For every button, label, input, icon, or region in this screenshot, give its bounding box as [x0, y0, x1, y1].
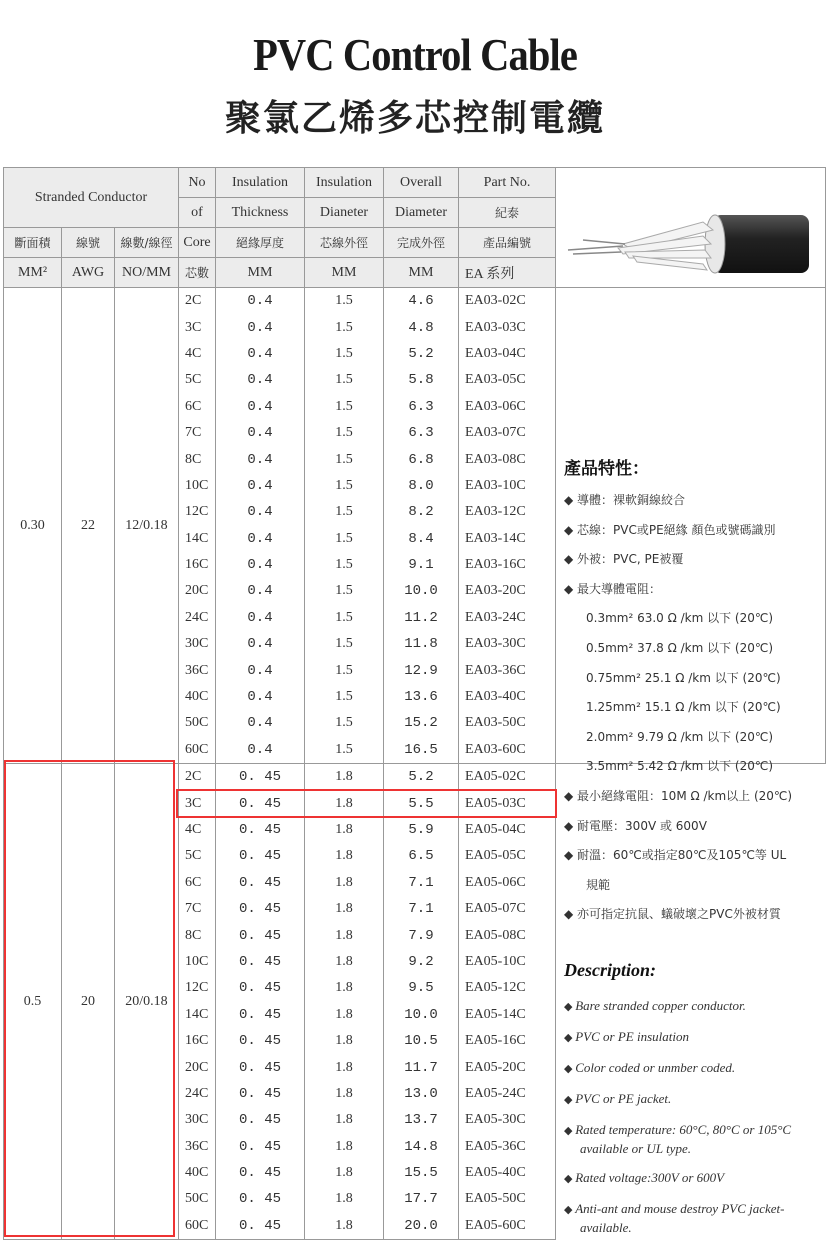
cell-overall-diameter: 13.6 [384, 684, 459, 710]
cell-core: 16C [179, 552, 216, 578]
header-ins-dia: Insulation [305, 168, 384, 198]
cell-core: 6C [179, 394, 216, 420]
cell-overall-diameter: 10.5 [384, 1028, 459, 1054]
cell-part-no: EA05-07C [459, 896, 556, 922]
cell-core: 20C [179, 578, 216, 604]
cell-insulation: 0. 45 [216, 922, 305, 948]
cell-insulation-diameter: 1.5 [305, 367, 384, 393]
header-stranded-conductor: Stranded Conductor [4, 168, 179, 228]
cell-overall-diameter: 12.9 [384, 657, 459, 683]
cell-overall-diameter: 5.8 [384, 367, 459, 393]
cell-insulation: 0.4 [216, 605, 305, 631]
cell-insulation-diameter: 1.5 [305, 526, 384, 552]
header-diameter: Diameter [384, 198, 459, 228]
header-unit-mm-overall: MM [384, 258, 459, 288]
cell-overall-diameter: 14.8 [384, 1134, 459, 1160]
cell-insulation: 0.4 [216, 657, 305, 683]
diamond-bullet-icon: ◆ [564, 1001, 576, 1013]
cell-part-no: EA05-50C [459, 1186, 556, 1212]
description-text: Rated temperature: 60°C, 80°C or 105°C available or UL type. [575, 1122, 792, 1156]
cell-insulation: 0. 45 [216, 870, 305, 896]
cell-insulation-diameter: 1.8 [305, 1002, 384, 1028]
cell-insulation: 0.4 [216, 420, 305, 446]
cell-insulation-diameter: 1.5 [305, 552, 384, 578]
cell-part-no: EA05-06C [459, 870, 556, 896]
cell-overall-diameter: 6.5 [384, 843, 459, 869]
cell-overall-diameter: 10.0 [384, 1002, 459, 1028]
header-unit-ea: EA 系列 [459, 258, 556, 288]
feature-item: 規範 [586, 877, 611, 892]
cell-core: 24C [179, 1081, 216, 1107]
diamond-bullet-icon: ◆ [564, 1032, 576, 1044]
description-item [564, 1059, 826, 1078]
header-cn-part: 產品編號 [459, 228, 556, 258]
cell-overall-diameter: 5.5 [384, 790, 459, 816]
cell-insulation-diameter: 1.8 [305, 1107, 384, 1133]
cell-awg: 20 [62, 764, 115, 1240]
header-overall: Overall [384, 168, 459, 198]
cell-insulation-diameter: 1.5 [305, 710, 384, 736]
cell-insulation-diameter: 1.5 [305, 578, 384, 604]
cell-insulation: 0. 45 [216, 1213, 305, 1240]
description-text: Bare stranded copper conductor. [575, 998, 746, 1013]
cell-core: 7C [179, 896, 216, 922]
description-item [564, 1090, 826, 1109]
cell-insulation-diameter: 1.8 [305, 1160, 384, 1186]
cell-insulation-diameter: 1.8 [305, 949, 384, 975]
cell-core: 7C [179, 420, 216, 446]
cell-insulation-diameter: 1.5 [305, 420, 384, 446]
table-row [4, 288, 826, 315]
cell-overall-diameter: 11.7 [384, 1054, 459, 1080]
cell-insulation: 0. 45 [216, 1134, 305, 1160]
description-text: Color coded or unmber coded. [575, 1060, 736, 1075]
cell-nomm: 12/0.18 [115, 288, 179, 764]
description-item [564, 1121, 826, 1157]
header-unit-mm-ins-dia: MM [305, 258, 384, 288]
cell-part-no: EA03-07C [459, 420, 556, 446]
cell-core: 8C [179, 446, 216, 472]
cell-insulation-diameter: 1.8 [305, 790, 384, 816]
cell-core: 10C [179, 949, 216, 975]
cell-insulation: 0.4 [216, 473, 305, 499]
cell-insulation: 0. 45 [216, 790, 305, 816]
feature-item: ◆ 耐電壓：300V 或 600V [564, 818, 707, 833]
header-part: Part No. [459, 168, 556, 198]
header-cn-strands: 線數/線徑 [115, 228, 179, 258]
cell-insulation-diameter: 1.5 [305, 657, 384, 683]
cell-insulation: 0. 45 [216, 1160, 305, 1186]
cell-core: 30C [179, 631, 216, 657]
cell-core: 60C [179, 1213, 216, 1240]
header-unit-cores: 芯數 [179, 258, 216, 288]
cell-nomm: 20/0.18 [115, 764, 179, 1240]
cell-part-no: EA05-36C [459, 1134, 556, 1160]
cell-insulation: 0.4 [216, 710, 305, 736]
cell-insulation: 0.4 [216, 446, 305, 472]
cell-core: 10C [179, 473, 216, 499]
cell-overall-diameter: 17.7 [384, 1186, 459, 1212]
cell-overall-diameter: 15.5 [384, 1160, 459, 1186]
features-list [564, 486, 826, 930]
cell-core: 5C [179, 367, 216, 393]
cell-insulation: 0.4 [216, 684, 305, 710]
cell-part-no: EA05-24C [459, 1081, 556, 1107]
cell-core: 14C [179, 526, 216, 552]
cell-insulation-diameter: 1.5 [305, 684, 384, 710]
header-unit-mm2: MM² [4, 258, 62, 288]
header-of: of [179, 198, 216, 228]
diamond-bullet-icon: ◆ [564, 1204, 576, 1216]
cell-overall-diameter: 5.9 [384, 817, 459, 843]
cell-insulation: 0. 45 [216, 764, 305, 791]
cell-insulation: 0. 45 [216, 1186, 305, 1212]
cell-mm2: 0.5 [4, 764, 62, 1240]
feature-item: 0.75mm² 25.1 Ω /km 以下 (20℃) [586, 670, 781, 685]
cell-overall-diameter: 8.4 [384, 526, 459, 552]
cell-part-no: EA03-36C [459, 657, 556, 683]
cell-overall-diameter: 20.0 [384, 1213, 459, 1240]
header-ins: Insulation [216, 168, 305, 198]
cell-insulation-diameter: 1.8 [305, 817, 384, 843]
cell-part-no: EA05-08C [459, 922, 556, 948]
feature-item: 3.5mm² 5.42 Ω /km 以下 (20℃) [586, 759, 774, 774]
cell-core: 50C [179, 1186, 216, 1212]
cell-part-no: EA03-16C [459, 552, 556, 578]
cell-part-no: EA03-05C [459, 367, 556, 393]
header-cn-ins-dia: 芯線外徑 [305, 228, 384, 258]
feature-item: ◆ 耐溫：60℃或指定80℃及105℃等 UL [564, 848, 787, 863]
cell-overall-diameter: 8.2 [384, 499, 459, 525]
feature-item: 0.3mm² 63.0 Ω /km 以下 (20℃) [586, 611, 774, 626]
cell-core: 14C [179, 1002, 216, 1028]
cell-part-no: EA03-24C [459, 605, 556, 631]
cell-part-no: EA05-14C [459, 1002, 556, 1028]
cell-insulation: 0. 45 [216, 843, 305, 869]
cell-insulation: 0.4 [216, 578, 305, 604]
cell-part-no: EA05-03C [459, 790, 556, 816]
cell-insulation-diameter: 1.8 [305, 764, 384, 791]
header-brand: 紀泰 [459, 198, 556, 228]
cell-core: 2C [179, 288, 216, 315]
cell-insulation: 0.4 [216, 314, 305, 340]
description-item [564, 1200, 826, 1236]
cell-insulation-diameter: 1.8 [305, 922, 384, 948]
header-no: No [179, 168, 216, 198]
cell-part-no: EA03-20C [459, 578, 556, 604]
cell-overall-diameter: 13.0 [384, 1081, 459, 1107]
cell-insulation-diameter: 1.8 [305, 1054, 384, 1080]
cell-insulation-diameter: 1.8 [305, 896, 384, 922]
cell-part-no: EA03-10C [459, 473, 556, 499]
feature-item: 0.5mm² 37.8 Ω /km 以下 (20℃) [586, 640, 774, 655]
cell-awg: 22 [62, 288, 115, 764]
feature-item: ◆ 芯線：PVC或PE絕緣 顏色或號碼識別 [564, 522, 776, 537]
description-list [564, 985, 826, 1236]
cell-insulation: 0.4 [216, 526, 305, 552]
cell-overall-diameter: 4.6 [384, 288, 459, 315]
description-item [564, 997, 826, 1016]
cell-insulation-diameter: 1.5 [305, 446, 384, 472]
description-text: Rated voltage:300V or 600V [575, 1170, 725, 1185]
cell-core: 16C [179, 1028, 216, 1054]
cell-core: 8C [179, 922, 216, 948]
cell-insulation: 0. 45 [216, 1028, 305, 1054]
cell-overall-diameter: 11.2 [384, 605, 459, 631]
description-title: Description: [564, 960, 656, 980]
cell-part-no: EA05-02C [459, 764, 556, 791]
cell-core: 50C [179, 710, 216, 736]
cell-insulation-diameter: 1.5 [305, 631, 384, 657]
cell-insulation: 0.4 [216, 288, 305, 315]
cell-insulation: 0. 45 [216, 975, 305, 1001]
diamond-bullet-icon: ◆ [564, 1173, 576, 1185]
cell-overall-diameter: 10.0 [384, 578, 459, 604]
cell-insulation: 0.4 [216, 367, 305, 393]
header-thickness: Thickness [216, 198, 305, 228]
cell-part-no: EA05-05C [459, 843, 556, 869]
header-cn-gauge: 線號 [62, 228, 115, 258]
cell-part-no: EA05-20C [459, 1054, 556, 1080]
cell-mm2: 0.30 [4, 288, 62, 764]
feature-item: 2.0mm² 9.79 Ω /km 以下 (20℃) [586, 729, 774, 744]
cell-core: 12C [179, 499, 216, 525]
header-cn-overall: 完成外徑 [384, 228, 459, 258]
description-text: PVC or PE jacket. [575, 1091, 672, 1106]
cell-part-no: EA05-04C [459, 817, 556, 843]
cell-overall-diameter: 9.5 [384, 975, 459, 1001]
feature-item: ◆ 最大導體電阻： [564, 581, 662, 596]
cell-core: 20C [179, 1054, 216, 1080]
cell-insulation-diameter: 1.8 [305, 843, 384, 869]
cell-insulation: 0.4 [216, 341, 305, 367]
cell-overall-diameter: 16.5 [384, 737, 459, 764]
cell-core: 36C [179, 1134, 216, 1160]
cell-core: 5C [179, 843, 216, 869]
cell-insulation-diameter: 1.5 [305, 288, 384, 315]
cell-overall-diameter: 5.2 [384, 764, 459, 791]
cell-part-no: EA05-30C [459, 1107, 556, 1133]
cell-overall-diameter: 7.1 [384, 870, 459, 896]
cell-part-no: EA03-60C [459, 737, 556, 764]
cell-insulation: 0.4 [216, 499, 305, 525]
cell-part-no: EA05-16C [459, 1028, 556, 1054]
cell-core: 4C [179, 817, 216, 843]
cell-part-no: EA05-10C [459, 949, 556, 975]
cell-core: 40C [179, 684, 216, 710]
cell-core: 3C [179, 314, 216, 340]
cell-insulation-diameter: 1.8 [305, 975, 384, 1001]
feature-item: 1.25mm² 15.1 Ω /km 以下 (20℃) [586, 700, 781, 715]
cell-core: 60C [179, 737, 216, 764]
feature-item: ◆ 亦可指定抗鼠、蟻破壞之PVC外被材質 [564, 907, 781, 922]
cell-insulation: 0. 45 [216, 896, 305, 922]
cell-overall-diameter: 9.1 [384, 552, 459, 578]
cell-part-no: EA05-12C [459, 975, 556, 1001]
page-subtitle: 聚氯乙烯多芯控制電纜 [224, 98, 605, 139]
cell-insulation-diameter: 1.8 [305, 1213, 384, 1240]
cell-insulation-diameter: 1.5 [305, 473, 384, 499]
cell-overall-diameter: 8.0 [384, 473, 459, 499]
cell-insulation-diameter: 1.8 [305, 870, 384, 896]
cell-part-no: EA05-40C [459, 1160, 556, 1186]
cell-insulation: 0. 45 [216, 1081, 305, 1107]
description-item [564, 1169, 826, 1188]
cell-core: 3C [179, 790, 216, 816]
cell-core: 2C [179, 764, 216, 791]
cell-part-no: EA03-03C [459, 314, 556, 340]
header-dianeter: Dianeter [305, 198, 384, 228]
header-cn-ins: 絕緣厚度 [216, 228, 305, 258]
cell-part-no: EA03-30C [459, 631, 556, 657]
cell-core: 24C [179, 605, 216, 631]
cell-insulation-diameter: 1.5 [305, 737, 384, 764]
cell-overall-diameter: 15.2 [384, 710, 459, 736]
diamond-bullet-icon: ◆ [564, 1094, 576, 1106]
cell-part-no: EA03-08C [459, 446, 556, 472]
cell-overall-diameter: 13.7 [384, 1107, 459, 1133]
cell-insulation: 0.4 [216, 737, 305, 764]
feature-item: ◆ 導體：裸軟銅線絞合 [564, 493, 686, 507]
cell-insulation: 0. 45 [216, 949, 305, 975]
cell-overall-diameter: 6.8 [384, 446, 459, 472]
header-unit-mm-ins: MM [216, 258, 305, 288]
cell-insulation: 0. 45 [216, 1107, 305, 1133]
cell-core: 12C [179, 975, 216, 1001]
cell-overall-diameter: 5.2 [384, 341, 459, 367]
header-cn-area: 斷面積 [4, 228, 62, 258]
cell-insulation-diameter: 1.8 [305, 1186, 384, 1212]
description-text: Anti-ant and mouse destroy PVC jacket-available. [575, 1201, 785, 1235]
cell-part-no: EA05-60C [459, 1213, 556, 1240]
cell-insulation-diameter: 1.5 [305, 341, 384, 367]
cell-core: 40C [179, 1160, 216, 1186]
header-core: Core [179, 228, 216, 258]
cell-part-no: EA03-02C [459, 288, 556, 315]
cable-illustration [563, 200, 813, 280]
cell-insulation: 0.4 [216, 631, 305, 657]
cell-core: 6C [179, 870, 216, 896]
cell-overall-diameter: 11.8 [384, 631, 459, 657]
page-title: PVC Control Cable [253, 29, 577, 80]
cell-part-no: EA03-12C [459, 499, 556, 525]
cell-insulation: 0. 45 [216, 1054, 305, 1080]
cell-overall-diameter: 4.8 [384, 314, 459, 340]
header-unit-awg: AWG [62, 258, 115, 288]
cell-insulation: 0. 45 [216, 1002, 305, 1028]
feature-item: ◆ 外被：PVC, PE被覆 [564, 552, 684, 567]
cell-overall-diameter: 6.3 [384, 394, 459, 420]
cell-core: 36C [179, 657, 216, 683]
cell-core: 30C [179, 1107, 216, 1133]
cell-insulation: 0.4 [216, 552, 305, 578]
feature-item: ◆ 最小絕緣電阻：10M Ω /km以上 (20℃) [564, 788, 793, 803]
cell-insulation-diameter: 1.5 [305, 394, 384, 420]
cell-overall-diameter: 7.1 [384, 896, 459, 922]
cell-insulation-diameter: 1.8 [305, 1081, 384, 1107]
cell-insulation: 0.4 [216, 394, 305, 420]
description-item [564, 1028, 826, 1047]
cell-part-no: EA03-40C [459, 684, 556, 710]
header-unit-nomm: NO/MM [115, 258, 179, 288]
features-title: 產品特性： [564, 459, 649, 479]
cell-core: 4C [179, 341, 216, 367]
cell-overall-diameter: 9.2 [384, 949, 459, 975]
cell-part-no: EA03-04C [459, 341, 556, 367]
cell-part-no: EA03-06C [459, 394, 556, 420]
cell-overall-diameter: 6.3 [384, 420, 459, 446]
cell-insulation-diameter: 1.5 [305, 605, 384, 631]
description-text: PVC or PE insulation [575, 1029, 689, 1044]
cell-overall-diameter: 7.9 [384, 922, 459, 948]
cell-insulation-diameter: 1.5 [305, 314, 384, 340]
cell-insulation-diameter: 1.8 [305, 1028, 384, 1054]
cell-part-no: EA03-14C [459, 526, 556, 552]
cell-insulation-diameter: 1.5 [305, 499, 384, 525]
diamond-bullet-icon: ◆ [564, 1063, 576, 1075]
cell-part-no: EA03-50C [459, 710, 556, 736]
cell-insulation-diameter: 1.8 [305, 1134, 384, 1160]
cell-insulation: 0. 45 [216, 817, 305, 843]
diamond-bullet-icon: ◆ [564, 1125, 576, 1137]
